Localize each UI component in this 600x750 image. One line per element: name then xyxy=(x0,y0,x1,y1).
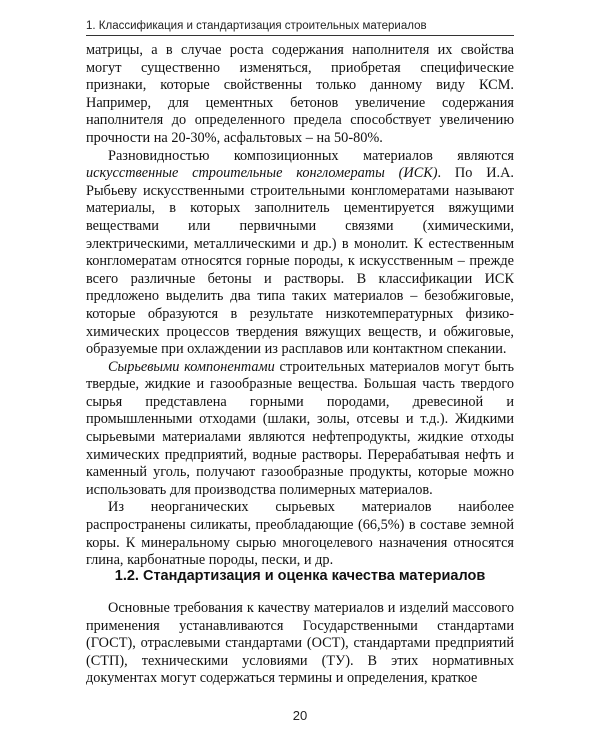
paragraph-standards: Основные требования к качеству материалов и изделий массового применения устанавливаются Государственными стандартами (ГОСТ), отраслевыми стандартами (ОСТ), стандартами предприятий (СТП), техническими условиями (ТУ). В этих нормативных документах могут содержаться термины и определения, краткое xyxy=(86,600,514,687)
paragraph-raw-components xyxy=(86,359,514,500)
running-header: 1. Классификация и стандартизация строительных материалов xyxy=(86,20,514,36)
paragraph-isk-start: Разновидностью композиционных материалов являются xyxy=(108,147,514,164)
term-isk: искусственные строительные конгломераты (ИСК) xyxy=(86,165,438,182)
paragraph-isk xyxy=(86,148,514,359)
term-raw-components: Сырьевыми компонентами xyxy=(108,358,275,375)
paragraph-raw-components-rest: строительных материалов могут быть твердые, жидкие и газообразные вещества. Большая часть твердого сырья представлена горными породами, древесиной и промышленными отходами (шлаки, золы, отсевы и т.д.). Жидкими сырьевыми материалами являются нефтепродукты, жидкие отходы химических предприятий, водные растворы. Перерабатывая нефть и каменный уголь, получают газообразные продукты, которые можно использовать для производства полимерных материалов. xyxy=(86,358,515,498)
section-heading: 1.2. Стандартизация и оценка качества материалов xyxy=(114,568,486,584)
paragraph-isk-rest: . По И.А. Рыбьеву искусственными строительными конгломератами называют материалы, в которых заполнитель цементируется вяжущими веществами или первичными связями (химическими, электрическими, металлическими и др.) в монолит. К естественным конгломератам относятся горные породы, к искусственным – прежде всего различные бетоны и растворы. В классификации ИСК предложено выделить два типа таких материалов – безобжиговые, которые образуются в результате низкотемпературных физико-химических процессов твердения вяжущих веществ, и обжиговые, образуемые при охлаждении из расплавов или контактном спекании. xyxy=(86,165,514,358)
section-body xyxy=(86,600,514,688)
page-number: 20 xyxy=(292,708,308,723)
paragraph-inorganic: Из неорганических сырьевых материалов наиболее распространены силикаты, преобладающие (66,5%) в составе земной коры. К минеральному сырью многоцелевого назначения относятся глина, карбонатные породы, пески, и др. xyxy=(86,499,514,569)
paragraph-continuation: матрицы, а в случае роста содержания наполнителя их свойства могут существенно изменяться, приобретая специфические признаки, которые свойственны только данному виду КСМ. Например, для цементных бетонов увеличение содержания наполнителя до определенного предела способствует увеличению прочности на 20-30%, асфальтовых – на 50-80%. xyxy=(86,42,514,146)
body-text xyxy=(86,42,514,570)
